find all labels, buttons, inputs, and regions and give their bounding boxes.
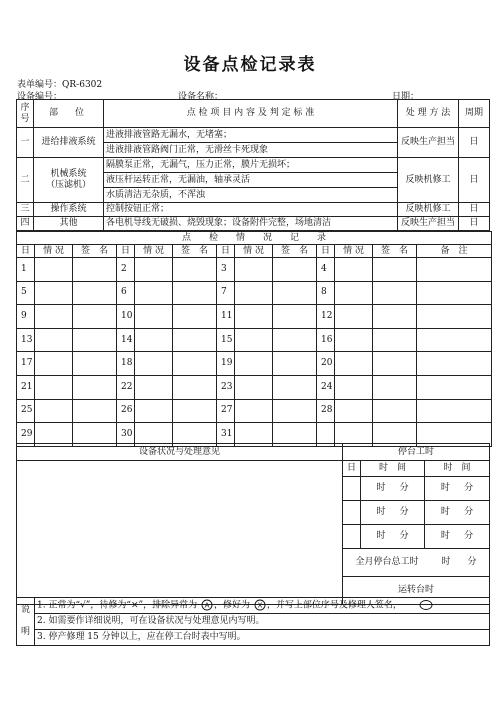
circled-x-symbol-icon (253, 599, 267, 611)
status-cell[interactable] (135, 328, 173, 352)
day-number: 25 (17, 399, 35, 423)
col-day: 日 (117, 245, 135, 258)
day-row (17, 305, 492, 329)
day-number: 15 (217, 328, 235, 352)
status-cell[interactable] (35, 352, 73, 376)
col-day: 日 (17, 245, 35, 258)
sign-cell[interactable] (273, 258, 317, 282)
row-part: 机械系统 （压滤机） (34, 158, 104, 203)
day-row (17, 399, 492, 423)
dt-hm-cell[interactable]: 时 分 (361, 477, 425, 501)
day-number: 18 (117, 352, 135, 376)
status-cell[interactable] (35, 399, 73, 423)
dt-day-cell[interactable] (343, 525, 361, 549)
day-number: 21 (17, 375, 35, 399)
sign-cell[interactable] (173, 328, 217, 352)
status-cell[interactable] (35, 258, 73, 282)
sign-cell[interactable] (373, 305, 417, 329)
row-seq: 一 (17, 128, 34, 158)
day-number: 6 (117, 281, 135, 305)
day-number: 9 (17, 305, 35, 329)
run-time-row: 运转台时 (343, 577, 490, 605)
col-status: 情 况 (235, 245, 273, 258)
status-cell[interactable] (35, 281, 73, 305)
status-cell[interactable] (235, 305, 273, 329)
row-item: 水质清洁无杂质，不浑浊 (104, 188, 398, 203)
sign-cell[interactable] (273, 352, 317, 376)
status-title: 设备状况与处理意见 (17, 444, 343, 461)
day-number: 3 (217, 258, 235, 282)
note-line-2: 2. 如需要作详细说明，可在设备状况与处理意见内写明。 (35, 614, 490, 630)
status-cell[interactable] (235, 258, 273, 282)
status-cell[interactable] (135, 352, 173, 376)
remark-cell[interactable] (417, 305, 492, 329)
date-label: 日期： (392, 92, 420, 102)
sign-cell[interactable] (73, 258, 117, 282)
status-cell[interactable] (135, 281, 173, 305)
inspection-items-table (16, 99, 490, 231)
day-number: 8 (317, 281, 335, 305)
status-cell[interactable] (35, 328, 73, 352)
device-number-label: 设备编号： (17, 92, 63, 102)
row-method: 反映生产担当 (398, 217, 459, 231)
downtime-title: 停台工时 (343, 444, 490, 461)
day-number: 13 (17, 328, 35, 352)
day-number: 19 (217, 352, 235, 376)
sign-cell[interactable] (373, 375, 417, 399)
status-cell[interactable] (235, 399, 273, 423)
circled-a-symbol-icon (200, 599, 214, 611)
remark-cell[interactable] (417, 281, 492, 305)
day-number: 20 (317, 352, 335, 376)
sign-cell[interactable] (173, 305, 217, 329)
row-method: 反映生产担当 (398, 128, 459, 158)
record-title: 点 检 情 况 记 录 (17, 232, 492, 245)
row-seq: 四 (17, 217, 34, 231)
empty-circle-icon (419, 599, 433, 611)
dt-time-header: 时 间 (361, 461, 425, 477)
day-number: 30 (117, 423, 135, 447)
svg-text:X: X (257, 601, 263, 610)
day-number: 5 (17, 281, 35, 305)
day-number: 11 (217, 305, 235, 329)
row-cycle: 日 (459, 158, 490, 203)
daily-record-table (16, 231, 492, 447)
sign-cell[interactable] (273, 399, 317, 423)
sign-cell[interactable] (273, 328, 317, 352)
dt-hm-cell[interactable]: 时 分 (361, 501, 425, 525)
day-number: 24 (317, 375, 335, 399)
sign-cell[interactable] (173, 258, 217, 282)
header-cycle: 周期 (459, 100, 490, 128)
day-number: 23 (217, 375, 235, 399)
row-method: 反映机修工 (398, 158, 459, 203)
remark-cell[interactable] (417, 375, 492, 399)
status-cell[interactable] (135, 305, 173, 329)
remark-cell[interactable] (417, 258, 492, 282)
note-line-3: 3. 停产修理 15 分钟以上，应在停工台时表中写明。 (35, 630, 490, 646)
sign-cell[interactable] (373, 281, 417, 305)
status-cell[interactable] (335, 281, 373, 305)
col-sign: 签 名 (173, 245, 217, 258)
status-notes-area[interactable] (17, 461, 343, 605)
status-cell[interactable] (335, 258, 373, 282)
dt-time-header: 时 间 (425, 461, 490, 477)
day-number: 22 (117, 375, 135, 399)
sign-cell[interactable] (73, 281, 117, 305)
sign-cell[interactable] (373, 258, 417, 282)
status-cell[interactable] (335, 305, 373, 329)
sign-cell[interactable] (273, 375, 317, 399)
row-part: 操作系统 (34, 203, 104, 217)
sign-cell[interactable] (73, 375, 117, 399)
row-seq: 三 (17, 203, 34, 217)
row-cycle: 日 (459, 203, 490, 217)
sign-cell[interactable] (173, 375, 217, 399)
day-row (17, 352, 492, 376)
col-day: 日 (217, 245, 235, 258)
day-number: 12 (317, 305, 335, 329)
header-item: 点 检 项 目 内 容 及 判 定 标 准 (104, 100, 398, 128)
sign-cell[interactable] (273, 281, 317, 305)
sign-cell[interactable] (373, 328, 417, 352)
day-number: 29 (17, 423, 35, 447)
day-number: 2 (117, 258, 135, 282)
sign-cell[interactable] (373, 352, 417, 376)
day-number: 16 (317, 328, 335, 352)
status-downtime-table (16, 443, 490, 605)
device-name-label: 设备名称： (178, 92, 224, 102)
day-number: 26 (117, 399, 135, 423)
status-cell[interactable] (135, 375, 173, 399)
row-seq: 二 (17, 158, 34, 203)
status-cell[interactable] (35, 375, 73, 399)
row-item: 进液排液管路无漏水，无堵塞； (104, 128, 398, 143)
row-item: 控制按钮正常； (104, 203, 398, 217)
sign-cell[interactable] (73, 399, 117, 423)
day-row (17, 375, 492, 399)
sign-cell[interactable] (73, 352, 117, 376)
col-status: 情 况 (335, 245, 373, 258)
col-status: 情 况 (35, 245, 73, 258)
note-line-1: 1. 正常为“√”，待修为“×”，排除异常为 A ，修好为 X ，并写上部位序号及修理人签名， (35, 598, 490, 614)
row-cycle: 日 (459, 217, 490, 231)
notes-label: 说 明 (17, 598, 35, 646)
status-cell[interactable] (235, 375, 273, 399)
header-method: 处 理 方 法 (398, 100, 459, 128)
day-number: 4 (317, 258, 335, 282)
row-item: 液压杆运转正常，无漏油，轴承灵活 (104, 173, 398, 188)
header-part: 部 位 (34, 100, 104, 128)
status-cell[interactable] (335, 399, 373, 423)
status-cell[interactable] (135, 258, 173, 282)
day-row (17, 281, 492, 305)
sign-cell[interactable] (173, 281, 217, 305)
day-number: 28 (317, 399, 335, 423)
dt-day-header: 日 (343, 461, 361, 477)
sign-cell[interactable] (273, 305, 317, 329)
day-number: 17 (17, 352, 35, 376)
dt-day-cell[interactable] (343, 501, 361, 525)
row-method: 反映机修工 (398, 203, 459, 217)
form-number-value: QR-6302 (62, 80, 103, 90)
col-sign: 签 名 (373, 245, 417, 258)
row-item: 隔膜泵正常，无漏气，压力正常，膜片无损坏； (104, 158, 398, 173)
dt-hm-cell[interactable]: 时 分 (425, 477, 490, 501)
day-number: 7 (217, 281, 235, 305)
dt-hm-cell[interactable]: 时 分 (425, 501, 490, 525)
row-item: 进液排液管路阀门正常，无滑丝卡死现象 (104, 143, 398, 158)
remark-cell[interactable] (417, 328, 492, 352)
col-sign: 签 名 (73, 245, 117, 258)
sign-cell[interactable] (73, 305, 117, 329)
header-seq: 序 号 (17, 100, 34, 128)
row-part: 进给排液系统 (34, 128, 104, 158)
day-number: 1 (17, 258, 35, 282)
row-cycle: 日 (459, 128, 490, 158)
svg-text:A: A (204, 601, 210, 610)
day-row (17, 328, 492, 352)
remark-cell[interactable] (417, 352, 492, 376)
form-number-label: 表单编号： (17, 80, 63, 90)
col-status: 情 况 (135, 245, 173, 258)
row-item: 各电机导线无破损、烧毁现象；设备附件完整，场地清洁 (104, 217, 398, 231)
page-title: 设备点检记录表 (183, 55, 317, 75)
sign-cell[interactable] (373, 399, 417, 423)
status-cell[interactable] (335, 328, 373, 352)
dt-hm-cell[interactable]: 时 分 (361, 525, 425, 549)
status-cell[interactable] (35, 305, 73, 329)
status-cell[interactable] (335, 375, 373, 399)
record-header-row (17, 245, 492, 258)
sign-cell[interactable] (173, 352, 217, 376)
row-part: 其他 (34, 217, 104, 231)
day-row (17, 258, 492, 282)
sign-cell[interactable] (173, 399, 217, 423)
dt-hm-cell[interactable]: 时 分 (425, 525, 490, 549)
dt-day-cell[interactable] (343, 477, 361, 501)
status-cell[interactable] (235, 281, 273, 305)
day-number: 14 (117, 328, 135, 352)
col-remark: 备 注 (417, 245, 492, 258)
status-cell[interactable] (135, 399, 173, 423)
status-cell[interactable] (235, 328, 273, 352)
day-number: 27 (217, 399, 235, 423)
col-sign: 签 名 (273, 245, 317, 258)
notes-table (16, 597, 490, 646)
month-total-row: 全月停台总工时 时 分 (343, 549, 490, 577)
day-number: 10 (117, 305, 135, 329)
remark-cell[interactable] (417, 399, 492, 423)
col-day: 日 (317, 245, 335, 258)
sign-cell[interactable] (73, 328, 117, 352)
status-cell[interactable] (235, 352, 273, 376)
status-cell[interactable] (335, 352, 373, 376)
day-number: 31 (217, 423, 235, 447)
